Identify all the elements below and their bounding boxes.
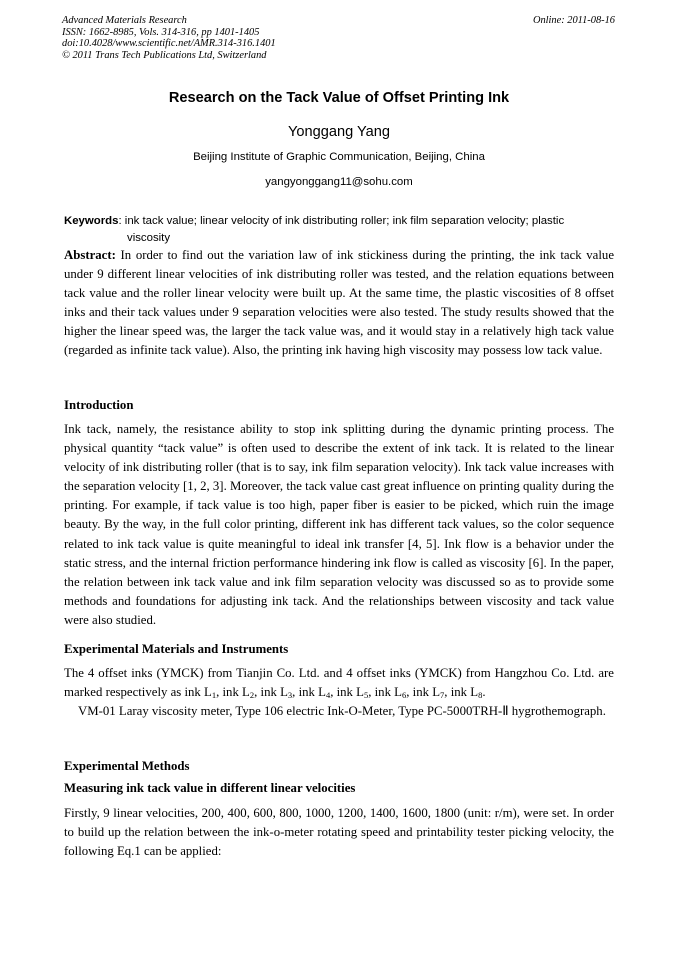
author-affiliation: Beijing Institute of Graphic Communication, Beijing, China xyxy=(193,151,485,163)
keywords-continuation: viscosity xyxy=(127,232,171,244)
keywords xyxy=(64,213,616,247)
materials-paragraph xyxy=(64,664,614,702)
methods-paragraph: Firstly, 9 linear velocities, 200, 400, 600, 800, 1000, 1200, 1400, 1600, 1800 (unit: r/m), were set. In order to build up the relation between the ink-o-meter rotating speed and printability tester picking velocity, the following Eq.1 can be applied: xyxy=(64,806,614,859)
author-name: Yonggang Yang xyxy=(288,124,390,140)
methods-heading: Experimental Methods xyxy=(64,759,190,773)
ink-4: ink $L_4$, xyxy=(298,685,337,701)
introduction-paragraph: Ink tack, namely, the resistance ability to stop ink splitting during the dynamic printing process. The physical quantity “tack value” is often used to describe the extent of ink tack. It is related to the linear velocity of ink distributing roller (that is to say, ink film separation velocity). Ink tack value increases with the separation velocity [1, 2, 3]. Moreover, the tack value cast great influence on printing quality during the printing. For example, if tack value is too high, paper fiber is easier to be picked, which ruin the image beauty. By the way, in the full color printing, different ink has different tack values, so the color sequence related to ink tack value is quite meaningful to ideal ink transfer [4, 5]. Ink flow is a behavior under the static stress, and the internal friction performance hindering ink flow is called as viscosity [6]. In the paper, the relation between ink tack value and ink film separation velocity was discussed so as to provide some methods and foundations for adjusting ink tack. And the relationships between viscosity and tack value were also studied. xyxy=(64,422,614,627)
doi-line: doi:10.4028/www.scientific.net/AMR.314-316.1401 xyxy=(62,38,276,50)
copyright-line: © 2011 Trans Tech Publications Ltd, Switzerland xyxy=(62,49,267,61)
paper-title: Research on the Tack Value of Offset Printing Ink xyxy=(168,90,510,106)
author-email: yangyonggang11@sohu.com xyxy=(265,176,413,188)
introduction-heading: Introduction xyxy=(64,398,134,412)
issn-line: ISSN: 1662-8985, Vols. 314-316, pp 1401-1405 xyxy=(62,26,260,38)
ink-5: ink $L_5$, xyxy=(336,685,375,701)
materials-heading: Experimental Materials and Instruments xyxy=(64,642,289,656)
instruments-paragraph: VM-01 Laray viscosity meter, Type 106 electric Ink-O-Meter, Type PC-5000TRH-Ⅱ hygrothemograph. xyxy=(78,704,606,718)
abstract-label: Abstract: xyxy=(64,248,116,262)
journal-name: Advanced Materials Research xyxy=(62,15,187,26)
journal-meta xyxy=(62,15,276,61)
methods-subheading: Measuring ink tack value in different linear velocities xyxy=(64,781,356,795)
ink-1: $L_1$, xyxy=(204,685,223,701)
keywords-label: Keywords xyxy=(64,215,119,227)
abstract-text: In order to find out the variation law of ink stickiness during the printing, the ink tack value under 9 different linear velocities of ink distributing roller was tested, and the relation equations between tack value and the roller linear velocity were built up. At the same time, the plastic viscosities of 8 offset inks and their tack values under 9 separation velocities were also tested. The study results showed that the higher the linear speed was, the larger the tack value was, and it would stay in a relatively high tack value (regarded as infinite tack value). Also, the printing ink having high viscosity may possess low tack value. xyxy=(64,248,614,358)
keywords-text: : ink tack value; linear velocity of ink distributing roller; ink film separation velocity; plastic xyxy=(118,215,565,227)
ink-8: ink $L_8$. xyxy=(450,685,486,701)
ink-7: ink $L_7$, xyxy=(412,685,451,701)
materials-text: The 4 offset inks (YMCK) from Tianjin Co. Ltd. and 4 offset inks (YMCK) from Hangzhou Co. Ltd. are marked respectively as ink xyxy=(64,666,614,700)
ink-2: ink $L_2$, xyxy=(222,685,261,701)
abstract xyxy=(64,246,614,361)
ink-6: ink $L_6$, xyxy=(374,685,413,701)
ink-3: ink $L_3$, xyxy=(260,685,299,701)
online-date: Online: 2011-08-16 xyxy=(532,15,615,26)
